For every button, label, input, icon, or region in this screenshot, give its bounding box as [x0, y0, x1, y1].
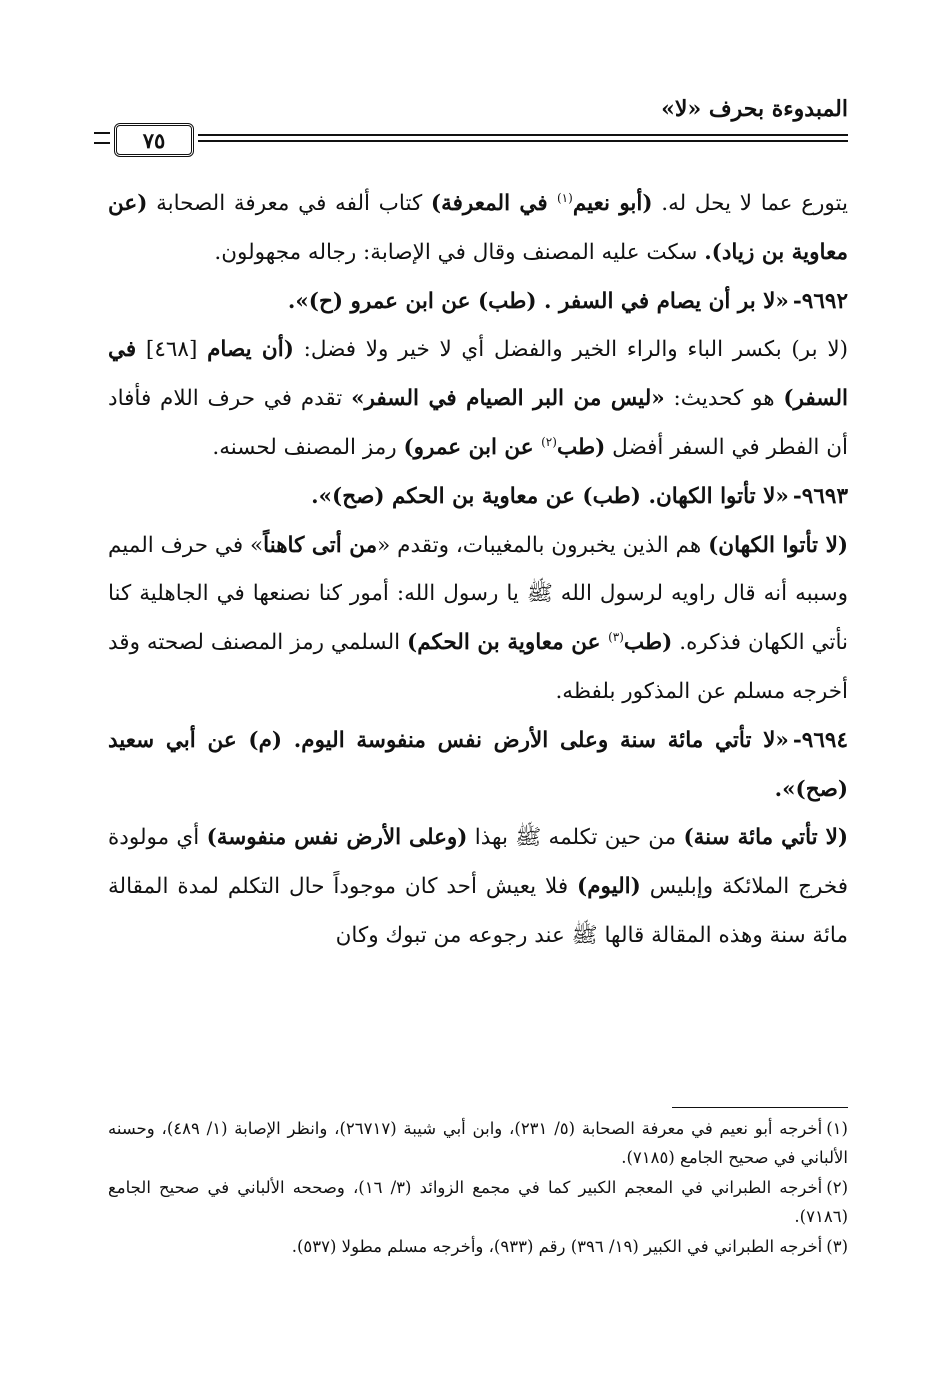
quoted-term: (أن يصام — [207, 337, 294, 363]
page-number: ٧٥ — [142, 127, 166, 153]
hadith-entry-9693 — [108, 473, 848, 522]
quoted-hadith: «ليس من البر الصيام في السفر» — [351, 386, 665, 412]
source-ref: (أبو نعيم — [572, 191, 653, 216]
entry-text: «لا بر أن يصام في السفر . (طب) عن ابن عمرو (ح)». — [287, 288, 789, 314]
footnote-ref: (١) — [556, 190, 573, 205]
hadith-entry-9692 — [108, 278, 848, 327]
commentary-paragraph — [108, 814, 848, 960]
source-ref: عن معاوية بن الحكم) — [407, 630, 609, 656]
commentary-paragraph — [108, 326, 848, 472]
source-ref: (طب — [623, 630, 673, 656]
footnote — [108, 1174, 848, 1231]
entry-number: ٩٦٩٢- — [792, 288, 848, 314]
header-rule-bottom — [198, 140, 848, 142]
quoted-term: (وعلى الأرض نفس منفوسة) — [206, 825, 468, 851]
footnotes — [108, 1115, 848, 1264]
text-run: فلا يعيش أحد كان موجوداً حال التكلم لمدة المقالة مائة سنة وهذه المقالة قالها ﷺ عند رجوعه من تبوك وكان — [108, 874, 848, 948]
page-number-ornament — [94, 132, 110, 144]
quoted-term: من أتى كاهناً — [263, 532, 378, 558]
source-ref: في المعرفة) — [430, 191, 557, 216]
text-run: تقدم في حرف اللام فأفاد أن الفطر في السفر أفضل — [108, 386, 848, 460]
quoted-term: (اليوم) — [577, 874, 641, 900]
footnote-number: (٣) — [826, 1237, 848, 1256]
text-run: هو كحديث: — [664, 386, 784, 412]
text-run: (لا بر) بكسر الباء والراء الخير والفضل أي لا خير ولا فضل: — [293, 337, 848, 363]
main-text — [108, 180, 848, 961]
commentary-paragraph — [108, 522, 848, 717]
footnote — [108, 1115, 848, 1172]
manuscript-page-marker: [٤٦٨] — [136, 337, 208, 363]
quoted-term: (لا تأتي مائة سنة) — [683, 825, 849, 851]
footnote-number: (٢) — [826, 1178, 848, 1197]
page-number-box — [114, 123, 194, 157]
running-title: المبدوءة بحرف «لا» — [661, 96, 848, 122]
source-ref: عن ابن عمرو) — [403, 434, 542, 460]
text-run: » في حرف الميم وسببه أنه قال راويه لرسول الله ﷺ يا رسول الله: أمور كنا نصنعها في الجاهلية كنا نأتي الكهان فذكره. — [108, 532, 848, 656]
source-ref: (عن معاوية بن زياد). — [108, 191, 848, 265]
text-run: يتورع عما لا يحل له. — [652, 191, 848, 216]
footnote-ref: (٢) — [541, 434, 557, 449]
footnote-ref: (٣) — [608, 630, 624, 645]
text-run: سكت عليه المصنف وقال في الإصابة: رجاله مجهولون. — [214, 239, 705, 265]
text-run: السلمي رمز المصنف لصحته وقد أخرجه مسلم عن المذكور بلفظه. — [108, 630, 848, 704]
footnote-text: أخرجه أبو نعيم في معرفة الصحابة (٥/ ٢٣١)، وابن أبي شيبة (٢٦٧١٧)، وانظر الإصابة (١/ ٤٨٩)، وحسنه الألباني في صحيح الجامع (٧١٨٥). — [108, 1119, 848, 1167]
footnote-separator — [672, 1107, 848, 1108]
footnote-text: أخرجه الطبراني في المعجم الكبير كما في مجمع الزوائد (٣/ ١٦)، وصححه الألباني في صحيح الجامع (٧١٨٦). — [108, 1178, 848, 1226]
quoted-term: (لا تأتوا الكهان) — [708, 532, 848, 558]
footnote-number: (١) — [826, 1119, 848, 1138]
entry-text: «لا تأتوا الكهان. (طب) عن معاوية بن الحكم (صح)». — [311, 483, 789, 509]
entry-number: ٩٦٩٣- — [792, 483, 848, 509]
header-rule-top — [198, 134, 848, 136]
entry-number: ٩٦٩٤- — [792, 727, 848, 753]
text-run: هم الذين يخبرون بالمغيبات، وتقدم « — [377, 532, 709, 558]
entry-text: «لا تأتي مائة سنة وعلى الأرض نفس منفوسة اليوم. (م) عن أبي سعيد (صح)». — [108, 727, 848, 802]
text-run: أي مولودة فخرج الملائكة وإبليس — [108, 825, 848, 900]
hadith-entry-9694 — [108, 717, 848, 815]
footnote-text: أخرجه الطبراني في الكبير (١٩/ ٣٩٦) رقم (٩٣٣)، وأخرجه مسلم مطولا (٥٣٧). — [291, 1237, 823, 1256]
paragraph-continuation — [108, 180, 848, 278]
text-run: من حين تكلمه ﷺ بهذا — [467, 825, 684, 851]
page-header — [108, 96, 848, 156]
text-run: رمز المصنف لحسنه. — [212, 434, 404, 460]
quoted-term: في السفر) — [108, 337, 848, 412]
text-run: كتاب ألفه في معرفة الصحابة — [147, 191, 431, 216]
footnote — [108, 1233, 848, 1262]
source-ref: (طب — [556, 434, 606, 460]
